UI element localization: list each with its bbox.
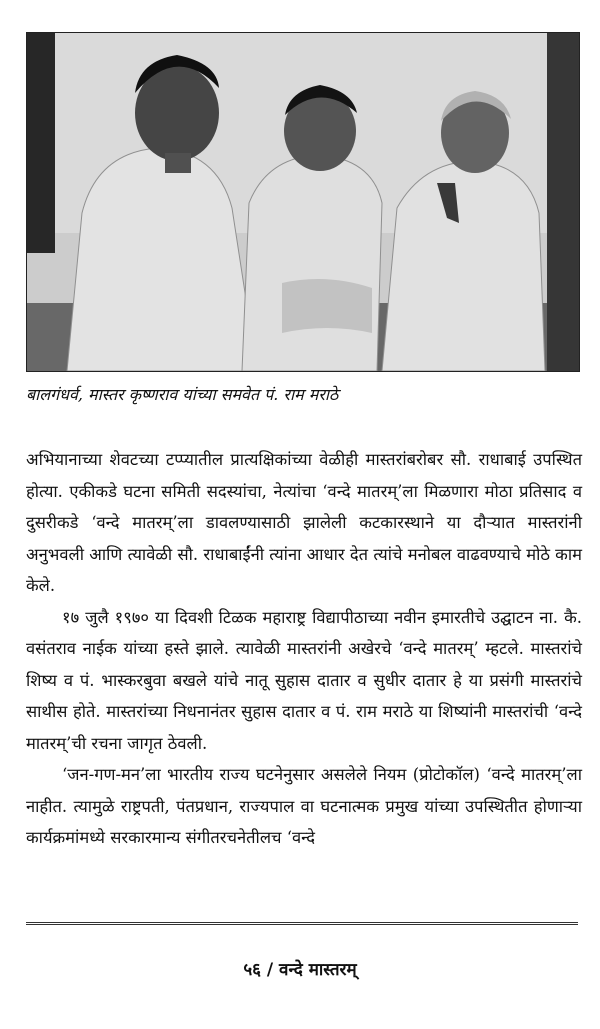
article-body <box>26 444 582 854</box>
photograph <box>26 32 580 372</box>
page-footer: ५६ / वन्दे मास्तरम् <box>243 960 357 980</box>
paragraph-3: ‘जन-गण-मन’ला भारतीय राज्य घटनेनुसार असलेले नियम (प्रोटोकॉल) ‘वन्दे मातरम्’ला नाहीत. त्यामुळे राष्ट्रपती, पंतप्रधान, राज्यपाल वा घटनात्मक प्रमुख यांच्या उपस्थितीत होणाऱ्या कार्यक्रमांमध्ये सरकारमान्य संगीतरचनेतीलच ‘वन्दे <box>26 765 582 847</box>
photo-caption: बालगंधर्व, मास्तर कृष्णराव यांच्या समवेत पं. राम मराठे <box>26 385 339 404</box>
photograph-image <box>27 33 579 371</box>
footer-divider <box>26 922 578 925</box>
paragraph-2: १७ जुलै १९७० या दिवशी टिळक महाराष्ट्र विद्यापीठाच्या नवीन इमारतीचे उद्घाटन ना. कै. वसंतराव नाईक यांच्या हस्ते झाले. त्यावेळी मास्तरांनी अखेरचे ‘वन्दे मातरम्’ म्हटले. मास्तरांचे शिष्य व पं. भास्करबुवा बखले यांचे नातू सुहास दातार व सुधीर दातार हे या प्रसंगी मास्तरांचे साथीस होते. मास्तरांच्या निधनानंतर सुहास दातार व पं. राम मराठे या शिष्यांनी मास्तरांची ‘वन्दे मातरम्’ची रचना जागृत ठेवली. <box>26 607 582 753</box>
paragraph-1: अभियानाच्या शेवटच्या टप्प्यातील प्रात्यक्षिकांच्या वेळीही मास्तरांबरोबर सौ. राधाबाई उपस्थित होत्या. एकीकडे घटना समिती सदस्यांचा, नेत्यांचा ‘वन्दे मातरम्’ला मिळणारा मोठा प्रतिसाद व दुसरीकडे ‘वन्दे मातरम्’ला डावलण्यासाठी झालेली कटकारस्थाने या दौऱ्यात मास्तरांनी अनुभवली आणि त्यावेळी सौ. राधाबाईंनी त्यांना आधार देत त्यांचे मनोबल वाढवण्याचे मोठे काम केले. <box>26 450 582 595</box>
